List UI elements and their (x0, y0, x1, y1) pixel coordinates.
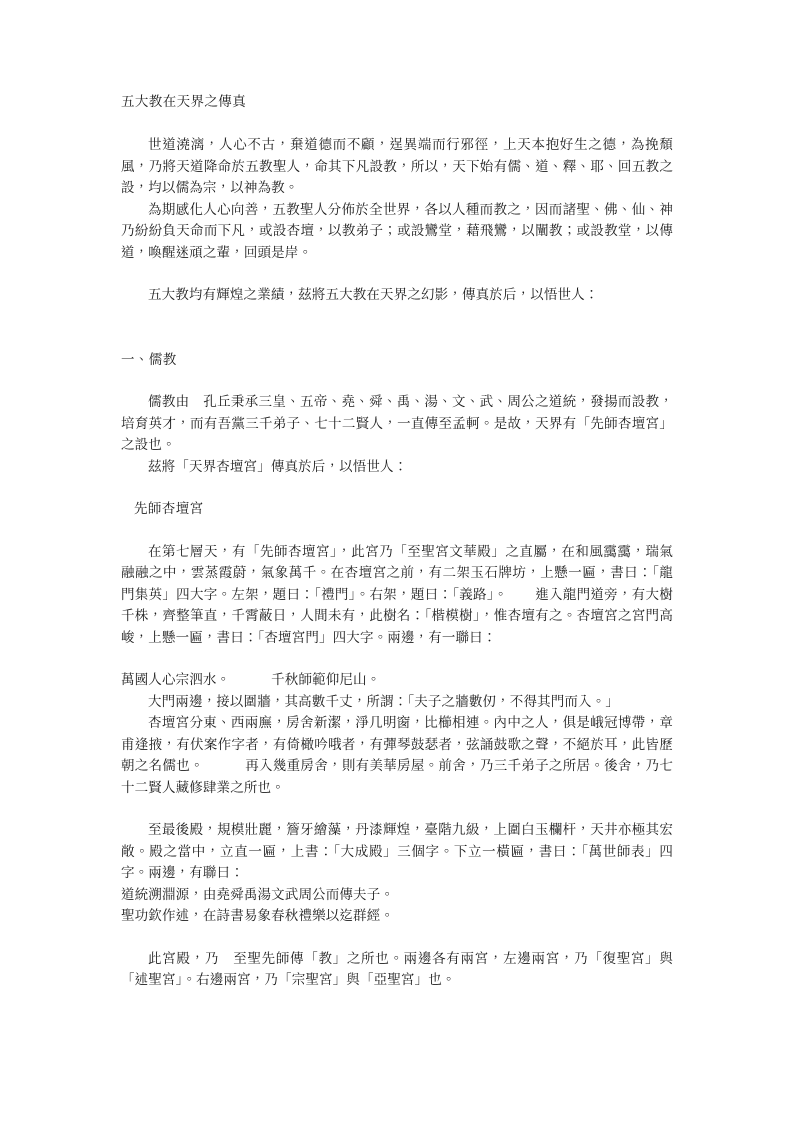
section1-paragraph-4: 大門兩邊，接以圍牆，其高數千丈，所謂：「夫子之牆數仞，不得其門而入。」 (148, 693, 619, 710)
spacer (121, 521, 673, 542)
intro-paragraph-1: 世道澆漓，人心不古，棄道德而不顧，逞異端而行邪徑，上天本抱好生之德，為挽頹風，乃將天道降命於五教聖人，命其下凡設教，所以，天下始有儒、道、釋、耶、回五教之設，均以儒為宗，以神為教。 (121, 137, 673, 196)
couplet-xingtan-gate: 萬國人心宗泗水。 千秋師範仰尼山。 (121, 672, 381, 688)
spacer (121, 928, 673, 949)
spacer (121, 264, 673, 285)
section1-paragraph-3: 在第七層天，有「先師杏壇宮」，此宮乃「至聖宮文華殿」之直屬，在和風靄靄，瑞氣融融之中，雲蒸霞蔚，氣象萬千。在杏壇宮之前，有二架玉石牌坊，上懸一匾，書曰：「龍門集英」四大字。左架，題曰：「禮門」。右架，題曰：「義路」。 進入龍門道旁，有大樹千株，齊整筆直，千霄蔽日，人間未有，此樹名：「楷模樹」，惟杏壇有之。杏壇宮之宮門高峻，上懸一匾，書曰：「杏壇宮門」四大字。兩邊，有一聯曰： (121, 543, 673, 646)
document-body (121, 92, 673, 992)
couplet-dacheng-hall-line-1: 道統溯淵源，由堯舜禹湯文武周公而傳夫子。 (121, 886, 394, 903)
spacer (121, 799, 673, 820)
page-title: 五大教在天界之傳真 (121, 94, 247, 110)
spacer (121, 307, 673, 350)
section1-paragraph-2: 茲將「天界杏壇宮」傳真於后，以悟世人： (148, 458, 408, 475)
spacer (121, 649, 673, 670)
section1-paragraph-7: 此宮殿，乃 至聖先師傳「教」之所也。兩邊各有兩宮，左邊兩宮，乃「復聖宮」與「述聖宮」。右邊兩宮，乃「宗聖宮」與「亞聖宮」也。 (121, 950, 673, 988)
intro-paragraph-3: 五大教均有輝煌之業績，茲將五大教在天界之幻影，傳真於后，以悟世人： (148, 287, 599, 303)
couplet-dacheng-hall-line-2: 聖功欽作述，在詩書易象春秋禮樂以迄群經。 (121, 908, 394, 924)
spacer (121, 371, 673, 392)
section1-paragraph-1: 儒教由 孔丘秉承三皇、五帝、堯、舜、禹、湯、文、武、周公之道統，發揚而設教，培育英才，而有吾黨三千弟子、七十二賢人，一直傳至孟軻。是故，天界有「先師杏壇宮」之設也。 (121, 394, 673, 453)
section1-paragraph-5: 杏壇宮分東、西兩廡，房舍新潔，淨几明窗，比櫛相連。內中之人，俱是峨冠博帶，章甫逢掖，有伏案作字者，有倚橄吟哦者，有彈琴鼓瑟者，弦誦鼓歌之聲，不絕於耳，此皆歷朝之名儒也。 再入幾重房舍，則有美華房屋。前舍，乃三千弟子之所居。後舍，乃七十二賢人藏修肆業之所也。 (121, 715, 673, 796)
section-heading-confucianism: 一、儒教 (121, 351, 177, 368)
spacer (121, 478, 673, 499)
subheading-xingtan-palace: 先師杏壇宮 (134, 501, 204, 517)
section1-paragraph-6: 至最後殿，規模壯麗，簷牙繪藻，丹漆輝煌，臺階九級，上圍白玉欄杆，天井亦極其宏敞。殿之當中，立直一匾，上書：「大成殿」三個字。下立一橫匾，書曰：「萬世師表」四字。兩邊，有聯曰： (121, 822, 673, 881)
intro-paragraph-2: 為期感化人心向善，五教聖人分佈於全世界，各以人種而教之，因而諸聖、佛、仙、神乃紛紛負天命而下凡，或設杏壇，以教弟子；或設鸞堂，藉飛鸞，以闡教；或設教堂，以傳道，喚醒迷頑之輩，回頭是岸。 (121, 201, 673, 261)
